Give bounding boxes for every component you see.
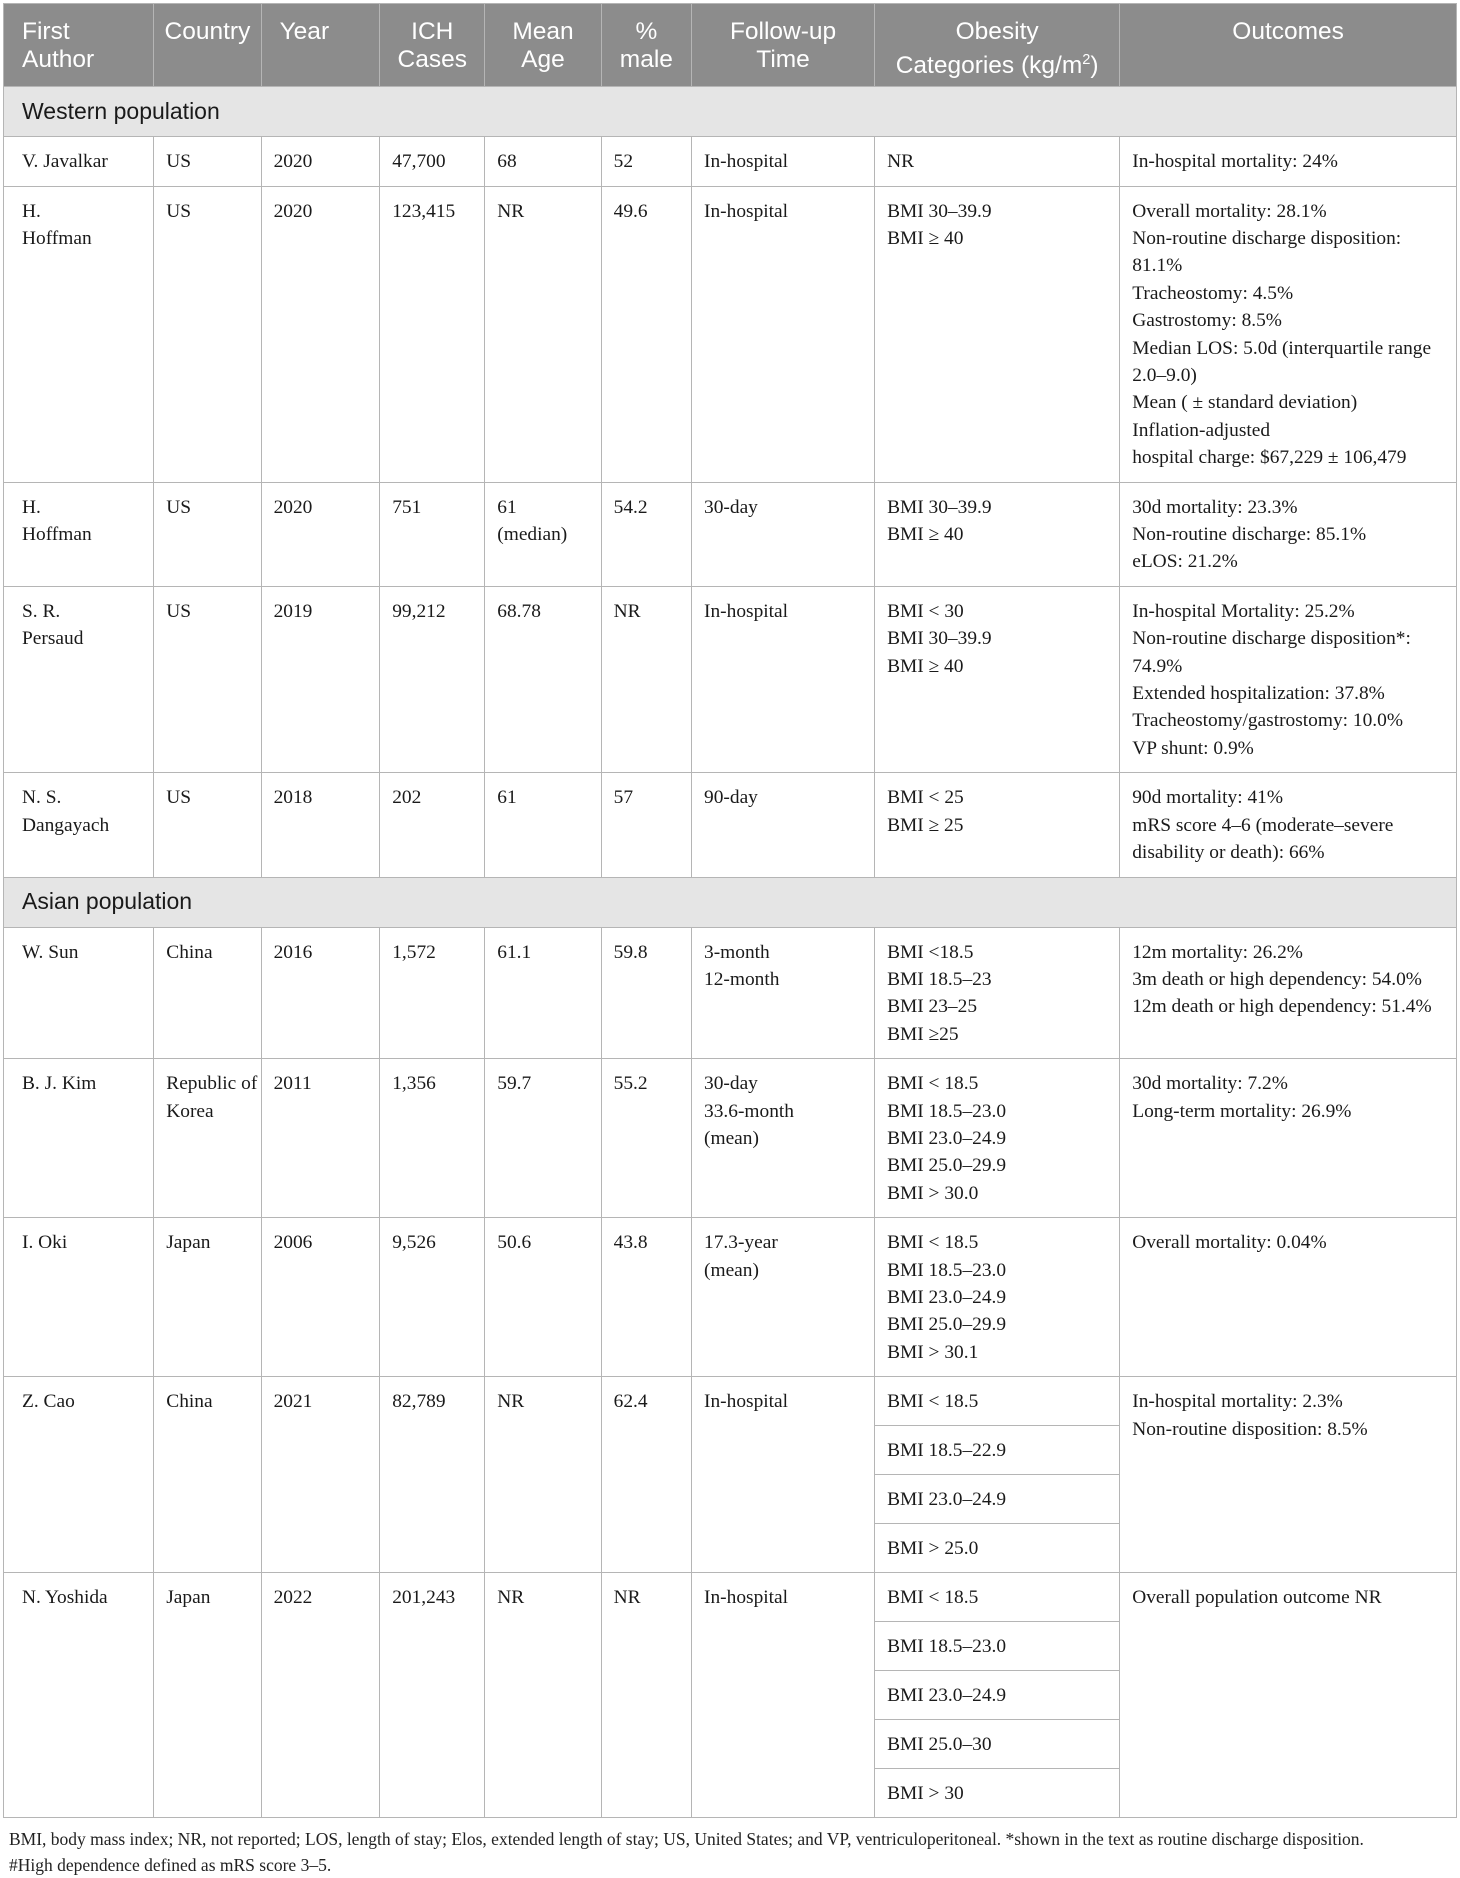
cell-line: BMI ≥ 40 [887, 655, 964, 677]
outcomes-cell [1120, 186, 1457, 482]
country-cell [154, 586, 261, 772]
outcomes-cell [1120, 773, 1457, 877]
bmi-category-cell: BMI 23.0–24.9 [875, 1475, 1120, 1524]
cell-line: 90d mortality: 41% [1132, 787, 1284, 809]
bmi-category-cell [875, 1059, 1120, 1218]
follow-up-cell [692, 1059, 875, 1218]
bmi-category-cell [875, 586, 1120, 772]
cell-line: In-hospital [704, 200, 789, 222]
mean-age-cell [485, 1059, 601, 1218]
table-row [4, 186, 1457, 482]
ich-cases-cell: 99,212 [380, 586, 485, 772]
cell-line: In-hospital [704, 1391, 789, 1413]
bmi-category-cell [875, 482, 1120, 586]
cell-line: Mean ( ± standard deviation) [1132, 392, 1358, 414]
first-author-cell [4, 927, 154, 1059]
cell-line: I. Oki [22, 1232, 68, 1254]
table-footnote: BMI, body mass index; NR, not reported; LOS, length of stay; Elos, extended length of stay; US, United States; and VP, ventriculoperitoneal. *shown in the text as routine discharge disposition. #High dependence defined as mRS score 3–5. [9, 1829, 1364, 1876]
cell-line: BMI <18.5 [887, 941, 974, 963]
country-cell [154, 927, 261, 1059]
first-author-cell [4, 1218, 154, 1377]
section-label: Western population [4, 87, 1457, 137]
table-row [4, 1573, 1457, 1622]
bmi-category-cell: BMI 23.0–24.9 [875, 1671, 1120, 1720]
follow-up-cell [692, 482, 875, 586]
country-cell [154, 1059, 261, 1218]
ich-cases-cell: 123,415 [380, 186, 485, 482]
cell-line: BMI < 25 [887, 787, 964, 809]
table-body [4, 87, 1457, 1818]
table-row [4, 1218, 1457, 1377]
first-author-cell [4, 137, 154, 186]
percent-male-cell: 54.2 [601, 482, 691, 586]
cell-line: BMI 30–39.9 [887, 200, 992, 222]
mean-age-cell [485, 927, 601, 1059]
cell-line: W. Sun [22, 941, 79, 963]
table-container [3, 3, 1457, 1878]
cell-line: 17.3-year [704, 1232, 778, 1254]
cell-line: mRS score 4–6 (moderate–severe [1132, 814, 1394, 836]
follow-up-cell [692, 1377, 875, 1573]
cell-line: 30-day [704, 496, 758, 518]
cell-line: NR [887, 151, 914, 173]
country-cell [154, 773, 261, 877]
mean-age-cell [485, 137, 601, 186]
cell-line: Non-routine discharge: 85.1% [1132, 524, 1367, 546]
cell-line: BMI ≥ 25 [887, 814, 964, 836]
cell-line: China [166, 941, 213, 963]
cell-line: Inflation-adjusted [1132, 419, 1271, 441]
mean-age-cell [485, 482, 601, 586]
cell-line: NR [497, 1391, 525, 1413]
cell-line: BMI < 18.5 [887, 1232, 979, 1254]
first-author-cell [4, 1059, 154, 1218]
country-cell [154, 1218, 261, 1377]
cell-line: Hoffman [22, 524, 92, 546]
outcomes-cell [1120, 482, 1457, 586]
cell-line: 61 [497, 496, 517, 518]
cell-line: US [166, 787, 192, 809]
table-row [4, 586, 1457, 772]
cell-line: NR [497, 1587, 525, 1609]
outcomes-cell [1120, 137, 1457, 186]
year-cell: 2018 [261, 773, 380, 877]
cell-line: 30d mortality: 23.3% [1132, 496, 1298, 518]
cell-line: 30-day [704, 1073, 758, 1095]
cell-line: 3-month [704, 941, 770, 963]
cell-line: Tracheostomy/gastrostomy: 10.0% [1132, 710, 1403, 732]
cell-line: Tracheostomy: 4.5% [1132, 282, 1294, 304]
outcomes-cell [1120, 1059, 1457, 1218]
cell-line: (mean) [704, 1127, 759, 1149]
cell-line: US [166, 600, 192, 622]
follow-up-cell [692, 137, 875, 186]
cell-line: BMI 25.0–29.9 [887, 1155, 1007, 1177]
header-row [4, 4, 1457, 87]
percent-male-cell: 55.2 [601, 1059, 691, 1218]
follow-up-cell [692, 586, 875, 772]
outcomes-cell [1120, 1377, 1457, 1573]
cell-line: eLOS: 21.2% [1132, 551, 1238, 573]
country-cell [154, 186, 261, 482]
bmi-category-cell: BMI > 25.0 [875, 1524, 1120, 1573]
table-row [4, 137, 1457, 186]
ich-cases-cell: 9,526 [380, 1218, 485, 1377]
mean-age-cell [485, 1573, 601, 1818]
year-cell: 2016 [261, 927, 380, 1059]
header-year: Year [261, 4, 380, 87]
cell-line: BMI < 30 [887, 600, 964, 622]
cell-line: 68 [497, 151, 517, 173]
cell-line: BMI > 30.0 [887, 1182, 979, 1204]
year-cell: 2022 [261, 1573, 380, 1818]
percent-male-cell: 49.6 [601, 186, 691, 482]
header-percent-male: % male [601, 4, 691, 87]
cell-line: BMI 23–25 [887, 996, 978, 1018]
cell-line: N. Yoshida [22, 1587, 108, 1609]
cell-line: 3m death or high dependency: 54.0% [1132, 968, 1422, 990]
first-author-cell [4, 186, 154, 482]
cell-line: Overall mortality: 0.04% [1132, 1232, 1327, 1254]
follow-up-cell [692, 773, 875, 877]
cell-line: BMI ≥25 [887, 1023, 959, 1045]
ich-cases-cell: 201,243 [380, 1573, 485, 1818]
cell-line: disability or death): 66% [1132, 842, 1325, 864]
outcomes-cell [1120, 927, 1457, 1059]
year-cell: 2021 [261, 1377, 380, 1573]
mean-age-cell [485, 1218, 601, 1377]
cell-line: Non-routine discharge disposition: [1132, 227, 1402, 249]
ich-cases-cell: 751 [380, 482, 485, 586]
table-row [4, 482, 1457, 586]
cell-line: BMI ≥ 40 [887, 524, 964, 546]
cell-line: BMI 18.5–23.0 [887, 1259, 1007, 1281]
follow-up-cell [692, 927, 875, 1059]
year-cell: 2020 [261, 482, 380, 586]
cell-line: 2.0–9.0) [1132, 365, 1197, 386]
percent-male-cell: NR [601, 586, 691, 772]
bmi-category-cell [875, 137, 1120, 186]
outcomes-cell [1120, 1218, 1457, 1377]
cell-line: BMI 30–39.9 [887, 628, 992, 650]
cell-line: BMI < 18.5 [887, 1073, 979, 1095]
cell-line: In-hospital [704, 1587, 789, 1609]
cell-line: 50.6 [497, 1232, 532, 1254]
cell-line: Non-routine disposition: 8.5% [1132, 1418, 1368, 1440]
cell-line: BMI 23.0–24.9 [887, 1286, 1007, 1308]
follow-up-cell [692, 186, 875, 482]
study-table [3, 3, 1457, 1818]
cell-line: Korea [166, 1100, 214, 1122]
bmi-category-cell: BMI 18.5–23.0 [875, 1622, 1120, 1671]
cell-line: BMI 25.0–29.9 [887, 1314, 1007, 1336]
cell-line: VP shunt: 0.9% [1132, 737, 1254, 759]
table-row [4, 1059, 1457, 1218]
cell-line: 30d mortality: 7.2% [1132, 1073, 1288, 1095]
cell-line: Z. Cao [22, 1391, 75, 1413]
ich-cases-cell: 82,789 [380, 1377, 485, 1573]
first-author-cell [4, 773, 154, 877]
outcomes-cell [1120, 586, 1457, 772]
cell-line: In-hospital mortality: 24% [1132, 151, 1338, 173]
cell-line: (median) [497, 524, 568, 546]
mean-age-cell [485, 186, 601, 482]
ich-cases-cell: 1,356 [380, 1059, 485, 1218]
percent-male-cell: 43.8 [601, 1218, 691, 1377]
cell-line: 12m mortality: 26.2% [1132, 941, 1303, 963]
cell-line: In-hospital mortality: 2.3% [1132, 1391, 1343, 1413]
cell-line: BMI > 30.1 [887, 1341, 979, 1363]
year-cell: 2019 [261, 586, 380, 772]
mean-age-cell [485, 773, 601, 877]
cell-line: H. [22, 496, 41, 518]
cell-line: In-hospital [704, 151, 789, 173]
year-cell: 2011 [261, 1059, 380, 1218]
bmi-category-cell: BMI > 30 [875, 1769, 1120, 1818]
cell-line: In-hospital Mortality: 25.2% [1132, 600, 1355, 622]
cell-line: NR [497, 200, 525, 222]
header-first-author: First Author [4, 4, 154, 87]
cell-line: US [166, 200, 192, 222]
cell-line: H. [22, 200, 41, 222]
first-author-cell [4, 1377, 154, 1573]
cell-line: 61 [497, 787, 517, 809]
country-cell [154, 137, 261, 186]
cell-line: (mean) [704, 1259, 759, 1281]
cell-line: Republic of [166, 1073, 258, 1095]
bmi-category-cell: BMI 18.5–22.9 [875, 1426, 1120, 1475]
cell-line: Long-term mortality: 26.9% [1132, 1100, 1352, 1122]
cell-line: China [166, 1391, 213, 1413]
cell-line: Non-routine discharge disposition*: [1132, 628, 1411, 650]
cell-line: 74.9% [1132, 655, 1183, 677]
section-row [4, 877, 1457, 927]
header-obesity: Obesity Categories $(kg/m^2)$ [875, 4, 1120, 87]
bmi-category-cell: BMI < 18.5 [875, 1573, 1120, 1622]
header-mean-age: Mean Age [485, 4, 601, 87]
follow-up-cell [692, 1573, 875, 1818]
country-cell [154, 1573, 261, 1818]
header-country: Country [154, 4, 261, 87]
bmi-category-cell: BMI 25.0–30 [875, 1720, 1120, 1769]
table-row [4, 927, 1457, 1059]
cell-line: BMI ≥ 40 [887, 227, 964, 249]
year-cell: 2020 [261, 186, 380, 482]
percent-male-cell: 62.4 [601, 1377, 691, 1573]
cell-line: 59.7 [497, 1073, 532, 1095]
first-author-cell [4, 586, 154, 772]
bmi-category-cell [875, 186, 1120, 482]
percent-male-cell: 52 [601, 137, 691, 186]
cell-line: Extended hospitalization: 37.8% [1132, 683, 1385, 705]
cell-line: B. J. Kim [22, 1073, 97, 1095]
percent-male-cell: 59.8 [601, 927, 691, 1059]
cell-line: S. R. [22, 600, 61, 622]
bmi-category-cell: BMI < 18.5 [875, 1377, 1120, 1426]
cell-line: US [166, 151, 192, 173]
cell-line: Median LOS: 5.0d (interquartile range [1132, 337, 1432, 359]
mean-age-cell [485, 586, 601, 772]
cell-line: 68.78 [497, 600, 541, 622]
cell-line: Hoffman [22, 227, 92, 249]
follow-up-cell [692, 1218, 875, 1377]
table-row [4, 1377, 1457, 1426]
year-cell: 2020 [261, 137, 380, 186]
bmi-category-cell [875, 773, 1120, 877]
cell-line: BMI 18.5–23 [887, 968, 992, 990]
bmi-category-cell [875, 1218, 1120, 1377]
percent-male-cell: 57 [601, 773, 691, 877]
bmi-category-cell [875, 927, 1120, 1059]
cell-line: N. S. [22, 787, 62, 809]
header-follow-up: Follow-up Time [692, 4, 875, 87]
ich-cases-cell: 47,700 [380, 137, 485, 186]
cell-line: Japan [166, 1587, 211, 1609]
section-row [4, 87, 1457, 137]
ich-cases-cell: 202 [380, 773, 485, 877]
cell-line: Gastrostomy: 8.5% [1132, 310, 1282, 332]
header-outcomes: Outcomes [1120, 4, 1457, 87]
year-cell: 2006 [261, 1218, 380, 1377]
cell-line: Overall mortality: 28.1% [1132, 200, 1327, 222]
cell-line: In-hospital [704, 600, 789, 622]
cell-line: 12m death or high dependency: 51.4% [1132, 996, 1432, 1018]
header-ich-cases: ICH Cases [380, 4, 485, 87]
cell-line: 33.6-month [704, 1100, 794, 1122]
cell-line: BMI 18.5–23.0 [887, 1100, 1007, 1122]
country-cell [154, 1377, 261, 1573]
cell-line: Japan [166, 1232, 211, 1254]
first-author-cell [4, 482, 154, 586]
cell-line: Overall population outcome NR [1132, 1587, 1382, 1609]
table-row [4, 773, 1457, 877]
country-cell [154, 482, 261, 586]
cell-line: 61.1 [497, 941, 532, 963]
percent-male-cell: NR [601, 1573, 691, 1818]
cell-line: Dangayach [22, 814, 110, 836]
ich-cases-cell: 1,572 [380, 927, 485, 1059]
cell-line: V. Javalkar [22, 151, 108, 173]
mean-age-cell [485, 1377, 601, 1573]
first-author-cell [4, 1573, 154, 1818]
cell-line: 81.1% [1132, 255, 1183, 277]
cell-line: US [166, 496, 192, 518]
outcomes-cell [1120, 1573, 1457, 1818]
cell-line: BMI 30–39.9 [887, 496, 992, 518]
cell-line: hospital charge: $67,229 ± 106,479 [1132, 447, 1407, 469]
section-label: Asian population [4, 877, 1457, 927]
cell-line: Persaud [22, 628, 84, 650]
cell-line: 12-month [704, 968, 780, 990]
cell-line: BMI 23.0–24.9 [887, 1127, 1007, 1149]
cell-line: 90-day [704, 787, 758, 809]
